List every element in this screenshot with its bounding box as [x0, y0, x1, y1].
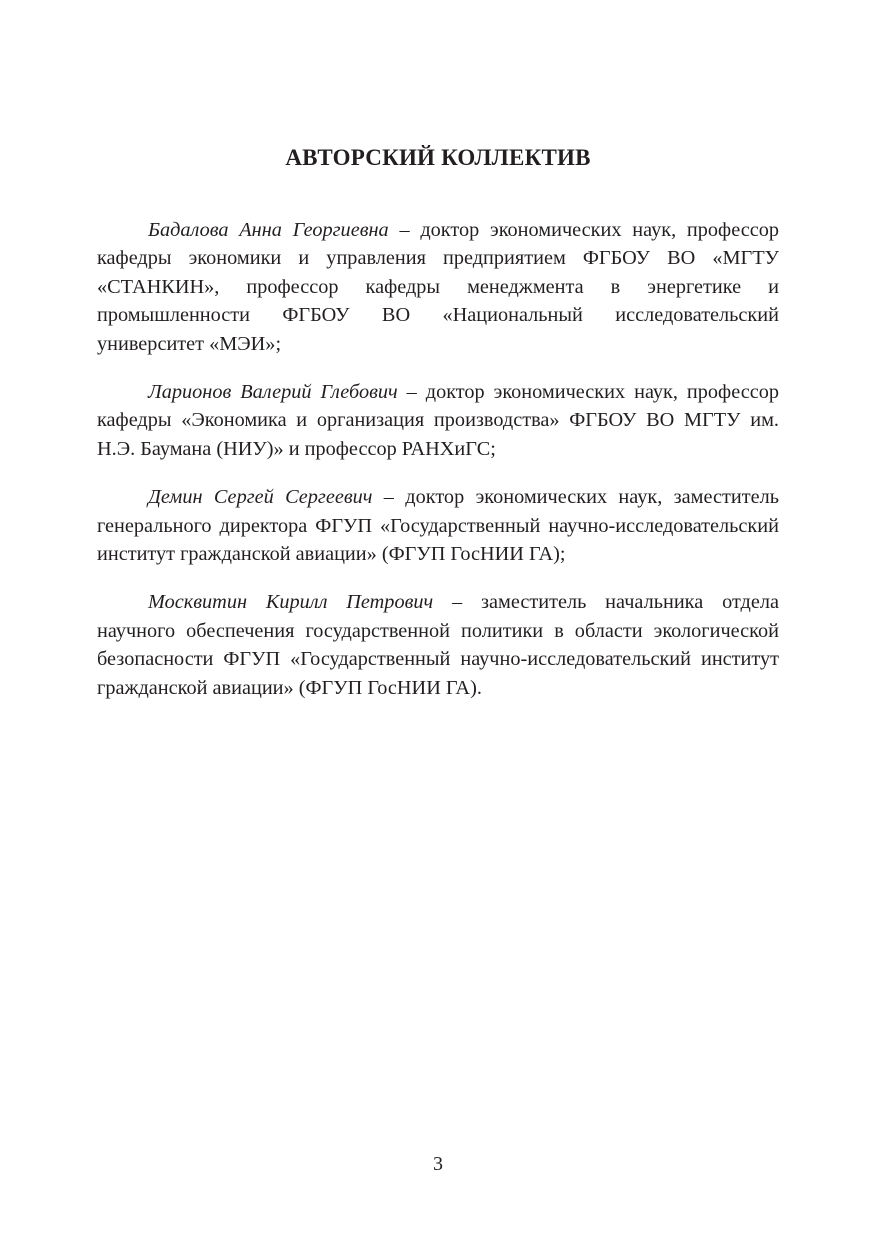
author-description: – заместитель начальника отдела научного обеспечения государственной политики в области экологической безопасности ФГУП «Государственный научно-исследовательский институт гражданской авиации» (ФГУП ГосНИИ ГА).	[97, 591, 779, 699]
author-description: – доктор экономических наук, профессор кафедры «Экономика и организация производства» ФГБОУ ВО МГТУ им. Н.Э. Баумана (НИУ)» и профессор РАНХиГС;	[97, 381, 779, 460]
author-entry	[97, 483, 779, 568]
author-description: – доктор экономических наук, профессор кафедры экономики и управления предприятием ФГБОУ ВО «МГТУ «СТАНКИН», профессор кафедры менеджмента в энергетике и промышленности ФГБОУ ВО «Национальный исследовательский университет «МЭИ»;	[97, 219, 779, 355]
author-entry	[97, 378, 779, 463]
page-title: АВТОРСКИЙ КОЛЛЕКТИВ	[285, 145, 591, 170]
author-list	[97, 216, 779, 722]
author-name: Бадалова Анна Георгиевна	[148, 219, 389, 241]
page-number: 3	[433, 1153, 443, 1175]
author-entry	[97, 588, 779, 702]
author-name: Ларионов Валерий Глебович	[148, 381, 398, 404]
author-name: Демин Сергей Сергеевич	[148, 486, 373, 509]
author-entry	[97, 216, 779, 358]
author-description: – доктор экономических наук, заместитель генерального директора ФГУП «Государственный научно-исследовательский институт гражданской авиации» (ФГУП ГосНИИ ГА);	[97, 486, 779, 566]
author-name: Москвитин Кирилл Петрович	[148, 591, 434, 614]
